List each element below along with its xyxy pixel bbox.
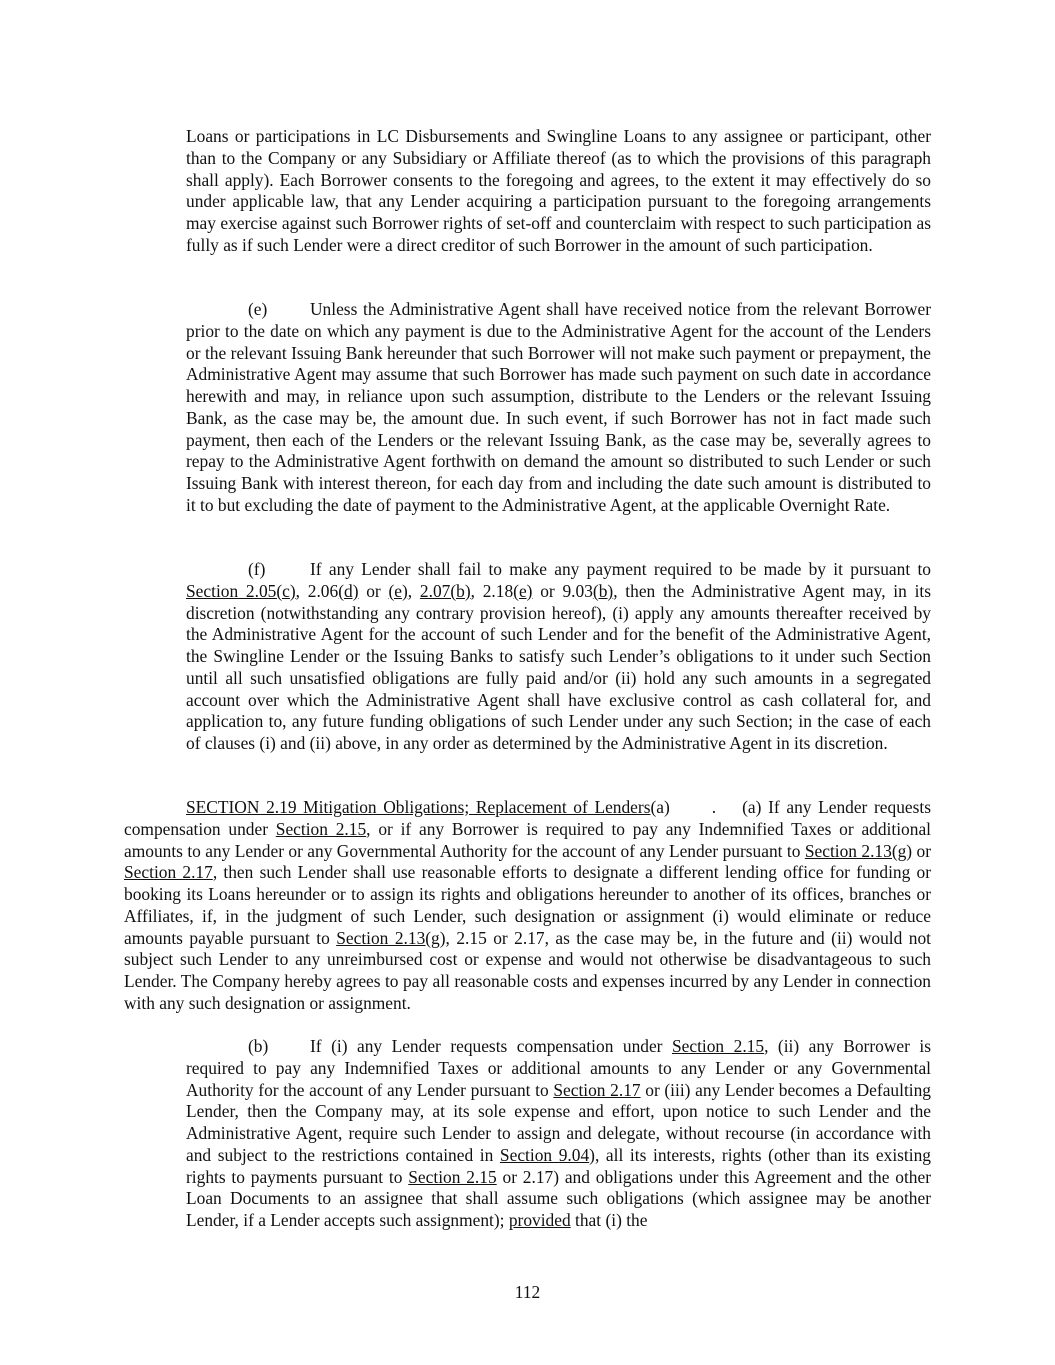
paragraph-text: , or if any Borrower is required to pay any Indemnified Taxes or additional amounts to any Lender or any Governmental Authority for the account of any Lender pursuant to bbox=[124, 818, 931, 861]
section-reference: Section 2.05(c) bbox=[186, 580, 296, 601]
paragraph-text: that (i) the bbox=[570, 1210, 648, 1230]
clause-label: (e) bbox=[248, 299, 268, 319]
paragraph-b bbox=[186, 1036, 931, 1232]
paragraph-e bbox=[186, 299, 931, 517]
paragraph-text: Loans or participations in LC Disbursements and Swingline Loans to any assignee or participant, other than to the Company or any Subsidiary or Affiliate thereof (as to which the provisions of this paragraph shall apply). Each Borrower consents to the foregoing and agrees, to the extent it may effectively do so under applicable law, that any Lender acquiring a participation pursuant to the foregoing arrangements may exercise against such Borrower rights of set-off and counterclaim with respect to such participation as fully as if such Lender were a direct creditor of such Borrower in the amount of such participation. bbox=[186, 126, 931, 255]
section-reference: (d) bbox=[338, 580, 359, 601]
paragraph-text: Unless the Administrative Agent shall have received notice from the relevant Borrower prior to the date on which any payment is due to the Administrative Agent for the account of the Lenders or the relevant Issuing Bank hereunder that such Borrower will not make such payment or prepayment, the Administrative Agent may assume that such Borrower has made such payment on such date in accordance herewith and may, in reliance upon such assumption, distribute to the Lenders or the relevant Issuing Bank, as the case may be, the amount due. In such event, if such Borrower has not in fact made such payment, then each of the Lenders or the relevant Issuing Bank, as the case may be, severally agrees to repay to the Administrative Agent forthwith on demand the amount so distributed to such Lender or such Issuing Bank with interest thereon, for each day from and including the date such amount is distributed to it to but excluding the date of payment to the Administrative Agent, at the applicable Overnight Rate. bbox=[186, 299, 931, 515]
clause-label: (a) bbox=[742, 797, 762, 817]
paragraph-text: If (i) any Lender requests compensation under bbox=[310, 1036, 672, 1056]
section-reference: Section 2.17 bbox=[553, 1079, 641, 1100]
clause-label: (f) bbox=[248, 559, 266, 579]
paragraph-text: , bbox=[407, 580, 420, 601]
section-reference: Section 2.15 bbox=[275, 818, 367, 839]
paragraph-text: or 9.03 bbox=[532, 580, 593, 601]
section-reference: (e) bbox=[513, 580, 533, 601]
paragraph-text: , then such Lender shall use reasonable efforts to designate a different lending office for funding or booking its Loans hereunder or to assign its rights and obligations hereunder to another of its offices, branches or Affiliates, if, in the judgment of such Lender, such designation or assignment (i) would eliminate or reduce amounts payable pursuant to bbox=[124, 862, 931, 948]
paragraph-text: or 2.17) and obligations under this Agreement and the other Loan Documents to an assignee that shall assume such obligations (which assignee may be another Lender, if a Lender accepts such assignment); bbox=[186, 1166, 931, 1230]
paragraph-text: , 2.15 or 2.17, as the case may be, in the future and (ii) would not subject such Lender to any unreimbursed cost or expense and would not otherwise be disadvantageous to such Lender. The Company hereby agrees to pay all reasonable costs and expenses incurred by any Lender in connection with any such designation or assignment. bbox=[124, 927, 931, 1013]
paragraph-d-continuation bbox=[186, 126, 931, 257]
paragraph-text: If any Lender requests compensation under bbox=[124, 797, 931, 839]
paragraph-text: or (iii) any Lender becomes a Defaulting Lender, then the Company may, at its sole expense and effort, upon notice to such Lender and the Administrative Agent, require such Lender to assign and delegate, without recourse (in accordance with and subject to the restrictions contained in bbox=[186, 1079, 931, 1165]
section-heading: SECTION 2.19 Mitigation Obligations; Replacement of Lenders bbox=[186, 797, 651, 817]
section-2-19-paragraph-a bbox=[124, 797, 931, 1015]
section-reference: Section 2.13(g) bbox=[804, 840, 913, 861]
section-reference: (e) bbox=[388, 580, 408, 601]
section-reference: (b) bbox=[592, 580, 614, 601]
section-reference: 2.07(b) bbox=[419, 580, 471, 601]
section-reference: Section 2.17 bbox=[124, 862, 213, 883]
section-reference: Section 2.13(g) bbox=[336, 927, 446, 948]
section-reference: Section 9.04 bbox=[499, 1144, 590, 1165]
paragraph-text: , 2.18 bbox=[470, 580, 514, 601]
paragraph-text: , (ii) any Borrower is required to pay any Indemnified Taxes or additional amounts to any Lender or any Governmental Authority for the account of any Lender pursuant to bbox=[186, 1036, 931, 1100]
paragraph-text: or bbox=[912, 840, 931, 861]
paragraph-text: , then the Administrative Agent may, in its discretion (notwithstanding any contrary provision hereof), (i) apply any amounts thereafter received by the Administrative Agent for the account of such Lender and for the benefit of the Administrative Agent, the Swingline Lender or the Issuing Banks to satisfy such Lender’s obligations to it under such Section until all such unsatisfied obligations are fully paid and/or (ii) hold any such amounts in a segregated account over which the Administrative Agent shall have exclusive control as cash collateral for, and application to, any future funding obligations of such Lender under any such Section; in the case of each of clauses (i) and (ii) above, in any order as determined by the Administrative Agent in its discretion. bbox=[186, 580, 932, 753]
paragraph-text: or bbox=[358, 580, 389, 601]
heading-artifact: . bbox=[711, 797, 717, 817]
page-number: 112 bbox=[514, 1282, 541, 1302]
section-reference: Section 2.15 bbox=[671, 1036, 765, 1056]
defined-term: provided bbox=[508, 1210, 571, 1230]
paragraph-text: , 2.06 bbox=[295, 580, 339, 601]
paragraph-text: ), all its interests, rights (other than its existing rights to payments pursuant to bbox=[186, 1144, 931, 1187]
clause-label: (b) bbox=[248, 1036, 269, 1056]
paragraph-text: If any Lender shall fail to make any payment required to be made by it pursuant to bbox=[310, 559, 931, 579]
section-reference: Section 2.15 bbox=[408, 1166, 497, 1187]
paragraph-f bbox=[186, 559, 931, 755]
heading-artifact: (a) bbox=[650, 797, 670, 817]
